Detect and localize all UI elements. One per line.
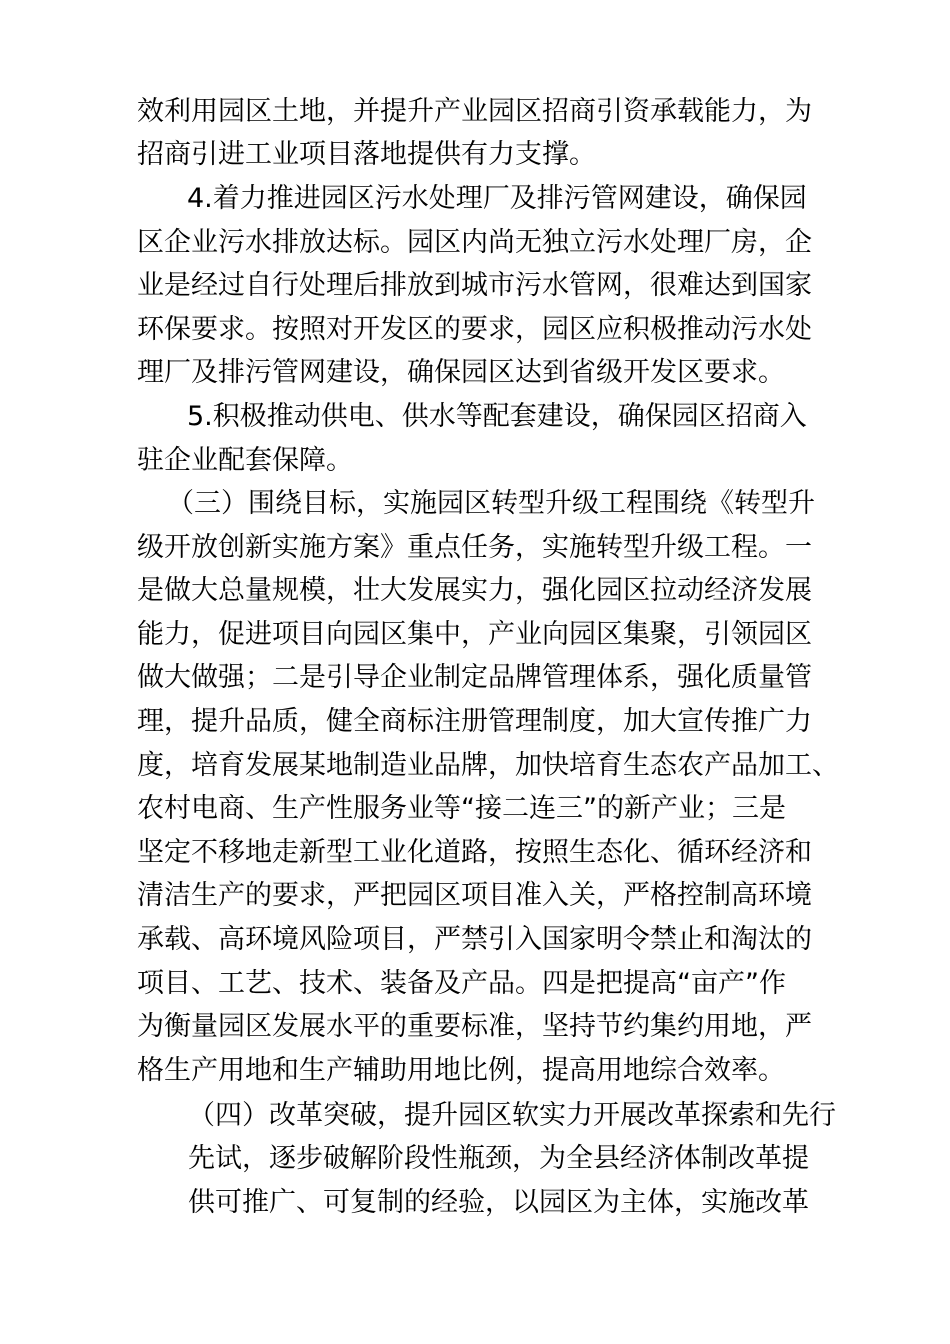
- text-line-9: 驻企业配套保障。: [137, 445, 353, 476]
- text-line-18: 坚定不移地走新型工业化道路，按照生态化、循环经济和: [137, 837, 812, 868]
- text-line-15: 理，提升品质，健全商标注册管理制度，加大宣传推广力: [137, 706, 812, 737]
- text-line-6: 环保要求。按照对开发区的要求，园区应积极推动污水处: [137, 314, 812, 345]
- text-line-24: （四）改革突破，提升园区软实力开展改革探索和先行: [188, 1100, 836, 1131]
- text-line-17: 农村电商、生产性服务业等“接二连三”的新产业；三是: [137, 793, 786, 824]
- text-line-1: 效利用园区土地，并提升产业园区招商引资承载能力，为: [137, 96, 812, 127]
- text-line-13: 能力，促进项目向园区集中，产业向园区集聚，引领园区: [137, 619, 812, 650]
- text-line-11: 级开放创新实施方案》重点任务，实施转型升级工程。一: [137, 532, 812, 563]
- text-line-19: 清洁生产的要求，严把园区项目准入关，严格控制高环境: [137, 880, 812, 911]
- text-line-12: 是做大总量规模，壮大发展实力，强化园区拉动经济发展: [137, 575, 812, 606]
- text-line-3: 4.着力推进园区污水处理厂及排污管网建设，确保园: [187, 183, 807, 214]
- text-line-21: 项目、工艺、技术、装备及产品。四是把提高“亩产”作: [137, 968, 786, 999]
- text-line-10: （三）围绕目标，实施园区转型升级工程围绕《转型升: [167, 488, 815, 519]
- text-line-20: 承载、高环境风险项目，严禁引入国家明令禁止和淘汰的: [137, 924, 812, 955]
- text-line-8: 5.积极推动供电、供水等配套建设，确保园区招商入: [187, 401, 807, 432]
- text-line-16: 度，培育发展某地制造业品牌，加快培育生态农产品加工、: [137, 750, 839, 781]
- text-line-23: 格生产用地和生产辅助用地比例，提高用地综合效率。: [137, 1055, 785, 1086]
- text-line-4: 区企业污水排放达标。园区内尚无独立污水处理厂房，企: [137, 227, 812, 258]
- text-line-7: 理厂及排污管网建设，确保园区达到省级开发区要求。: [137, 357, 785, 388]
- text-line-14: 做大做强；二是引导企业制定品牌管理体系，强化质量管: [137, 662, 812, 693]
- text-line-22: 为衡量园区发展水平的重要标准，坚持节约集约用地，严: [137, 1011, 812, 1042]
- text-line-26: 供可推广、可复制的经验，以园区为主体，实施改革: [188, 1187, 809, 1218]
- text-line-25: 先试，逐步破解阶段性瓶颈，为全县经济体制改革提: [188, 1143, 809, 1174]
- text-line-2: 招商引进工业项目落地提供有力支撑。: [137, 139, 596, 170]
- text-line-5: 业是经过自行处理后排放到城市污水管网，很难达到国家: [137, 270, 812, 301]
